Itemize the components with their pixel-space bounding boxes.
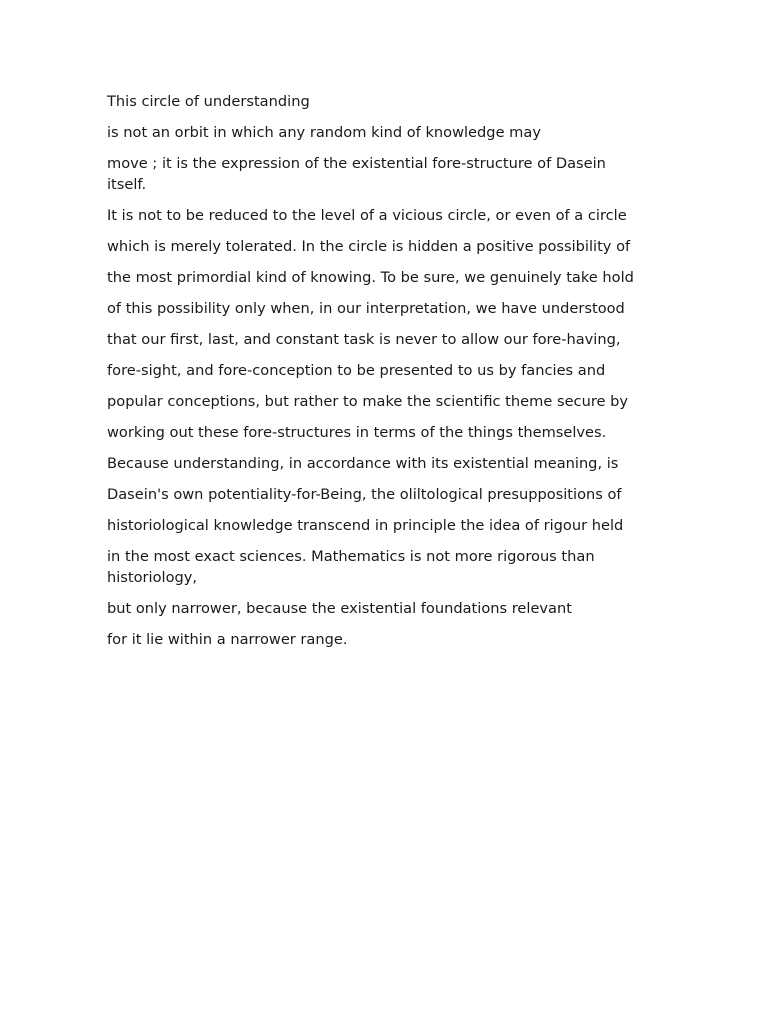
paragraph-13: Dasein's own potentiality-for-Being, the oliltological presuppositions of [107, 486, 622, 503]
paragraph-12: Because understanding, in accordance with its existential meaning, is [107, 455, 619, 472]
paragraph-6: the most primordial kind of knowing. To be sure, we genuinely take hold [107, 269, 634, 286]
paragraph-1: This circle of understanding [107, 93, 310, 110]
paragraph-5: which is merely tolerated. In the circle is hidden a positive possibility of [107, 238, 631, 255]
paragraph-16: but only narrower, because the existential foundations relevant [107, 600, 572, 617]
document-page [107, 91, 667, 660]
paragraph-11: working out these fore-structures in terms of the things themselves. [107, 424, 607, 441]
paragraph-3: move ; it is the expression of the existential fore-structure of Dasein itself. [107, 155, 606, 193]
paragraph-10: popular conceptions, but rather to make the scientific theme secure by [107, 393, 629, 410]
paragraph-9: fore-sight, and fore-conception to be presented to us by fancies and [107, 362, 606, 379]
paragraph-14: historiological knowledge transcend in principle the idea of rigour held [107, 517, 624, 534]
paragraph-7: of this possibility only when, in our interpretation, we have understood [107, 300, 625, 317]
paragraph-17: for it lie within a narrower range. [107, 631, 348, 648]
paragraph-4: It is not to be reduced to the level of a vicious circle, or even of a circle [107, 207, 627, 224]
paragraph-2: is not an orbit in which any random kind of knowledge may [107, 124, 541, 141]
paragraph-15: in the most exact sciences. Mathematics is not more rigorous than historiology, [107, 548, 595, 586]
paragraph-8: that our first, last, and constant task is never to allow our fore-having, [107, 331, 621, 348]
